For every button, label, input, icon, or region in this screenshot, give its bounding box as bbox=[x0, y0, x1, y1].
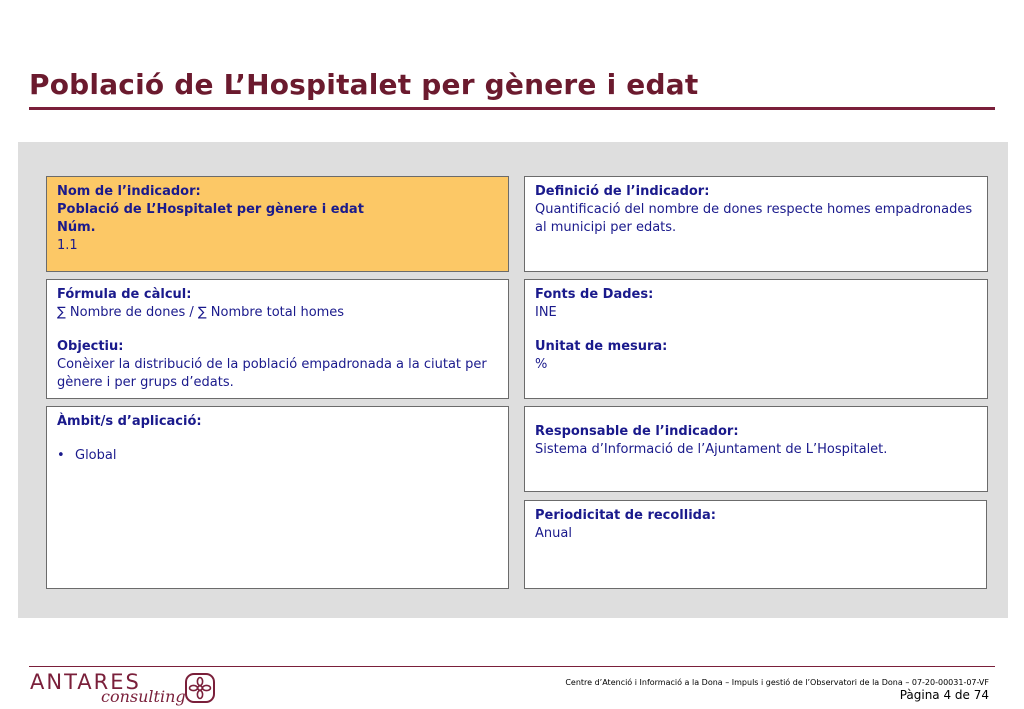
indicator-name-card bbox=[46, 176, 509, 272]
objective-text: Conèixer la distribució de la població empadronada a la ciutat per gènere i per grups d’edats. bbox=[57, 357, 487, 390]
data-sources-value: INE bbox=[535, 305, 557, 320]
indicator-number-label: Núm. bbox=[57, 220, 96, 235]
unit-label: Unitat de mesura: bbox=[535, 339, 668, 354]
flower-icon bbox=[184, 672, 216, 704]
indicator-name-value: Població de L’Hospitalet per gènere i edat bbox=[57, 202, 364, 217]
formula-card bbox=[46, 279, 509, 399]
title-divider bbox=[29, 107, 995, 110]
data-sources-card bbox=[524, 279, 988, 399]
scope-list-item bbox=[57, 447, 498, 465]
definition-text: Quantificació del nombre de dones respecte homes empadronades al municipi per edats. bbox=[535, 202, 973, 235]
logo-subtitle: consulting bbox=[101, 687, 186, 706]
indicator-name-label: Nom de l’indicador: bbox=[57, 184, 201, 199]
indicator-number-value: 1.1 bbox=[57, 238, 78, 253]
periodicity-value: Anual bbox=[535, 526, 572, 541]
definition-card bbox=[524, 176, 988, 272]
definition-label: Definició de l’indicador: bbox=[535, 184, 710, 199]
periodicity-label: Periodicitat de recollida: bbox=[535, 508, 716, 523]
scope-card bbox=[46, 406, 509, 589]
responsible-value: Sistema d’Informació de l’Ajuntament de L’Hospitalet. bbox=[535, 442, 888, 457]
responsible-label: Responsable de l’indicador: bbox=[535, 424, 739, 439]
scope-item-text: Global bbox=[75, 448, 117, 463]
formula-text: ∑ Nombre de dones / ∑ Nombre total homes bbox=[57, 305, 345, 320]
data-sources-label: Fonts de Dades: bbox=[535, 287, 654, 302]
logo-wordmark: ANTARES bbox=[30, 670, 141, 694]
bullet-icon: • bbox=[57, 448, 65, 463]
footer-info-text: Centre d’Atenció i Informació a la Dona – Impuls i gestió de l’Observatori de la Dona – 07-20-00031-07-VF bbox=[565, 678, 989, 687]
page-title: Població de L’Hospitalet per gènere i edat bbox=[29, 68, 699, 101]
scope-label: Àmbit/s d’aplicació: bbox=[57, 414, 202, 429]
formula-label: Fórmula de càlcul: bbox=[57, 287, 192, 302]
page-number: Pàgina 4 de 74 bbox=[899, 688, 989, 702]
periodicity-card bbox=[524, 500, 987, 589]
responsible-card bbox=[524, 406, 988, 492]
objective-label: Objectiu: bbox=[57, 339, 124, 354]
footer-divider bbox=[29, 666, 995, 667]
unit-value: % bbox=[535, 357, 548, 372]
